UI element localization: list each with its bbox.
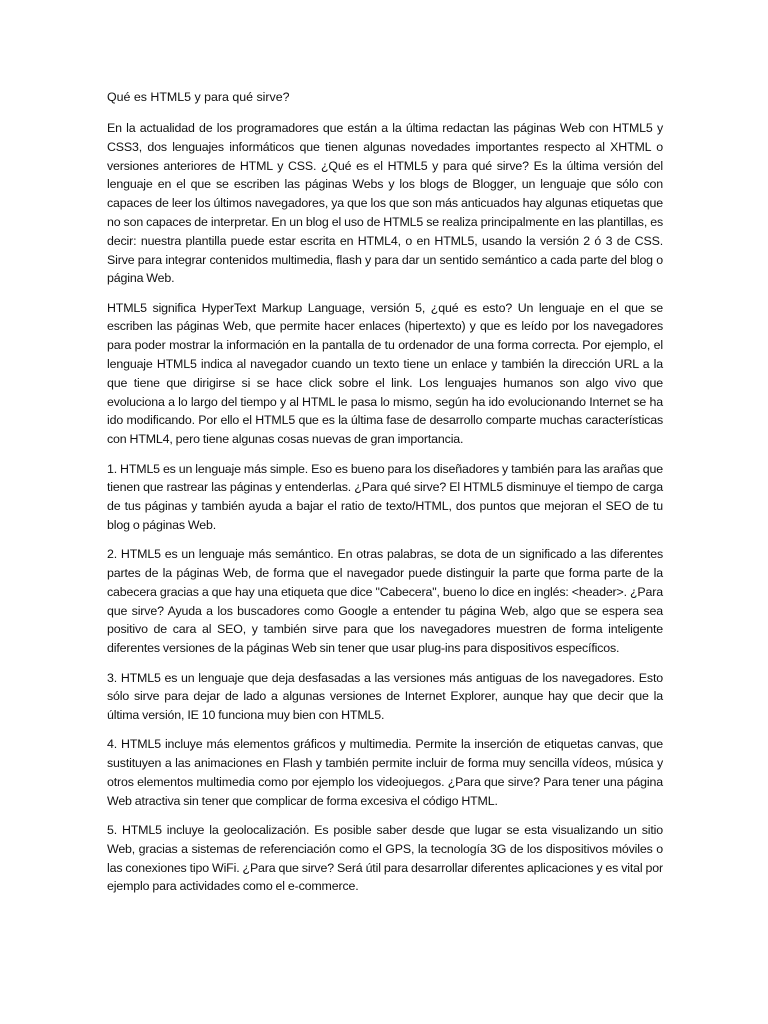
paragraph-html5-meaning: HTML5 significa HyperText Markup Language, versión 5, ¿qué es esto? Un lenguaje en el que se escriben las páginas Web, que permite hacer enlaces (hipertexto) y que es leído por los navegadores para poder mostrar la información en la pantalla de tu ordenador de una forma correcta. Por ejemplo, el lenguaje HTML5 indica al navegador cuando un texto tiene un enlace y también la dirección URL a la que tiene que dirigirse si se hace click sobre el link. Los lenguajes humanos son algo vivo que evoluciona a lo largo del tiempo y al HTML le pasa lo mismo, según ha ido evolucionando Internet se ha ido modificando. Por ello el HTML5 que es la última fase de desarrollo comparte muchas características con HTML4, pero tiene algunas cosas nuevas de gran importancia. xyxy=(107,300,663,447)
paragraph-point-4: 4. HTML5 incluye más elementos gráficos y multimedia. Permite la inserción de etiquetas canvas, que sustituyen a las animaciones en Flash y también permite incluir de forma muy sencilla vídeos, música y otros elementos multimedia como por ejemplo los videojuegos. ¿Para que sirve? Para tener una página Web atractiva sin tener que complicar de forma excesiva el código HTML. xyxy=(107,737,663,808)
document-title: Qué es HTML5 y para qué sirve? xyxy=(107,90,290,104)
paragraph-point-1: 1. HTML5 es un lenguaje más simple. Eso es bueno para los diseñadores y también para las arañas que tienen que rastrear las páginas y entenderlas. ¿Para qué sirve? El HTML5 disminuye el tiempo de carga de tus páginas y también ayuda a bajar el ratio de texto/HTML, dos puntos que mejoran el SEO de tu blog o páginas Web. xyxy=(107,461,663,532)
paragraph-point-5: 5. HTML5 incluye la geolocalización. Es posible saber desde que lugar se esta visualizando un sitio Web, gracias a sistemas de referenciación como el GPS, la tecnología 3G de los dispositivos móviles o las conexiones tipo WiFi. ¿Para que sirve? Será útil para desarrollar diferentes aplicaciones y es vital por ejemplo para actividades como el e-commerce. xyxy=(107,823,663,894)
paragraph-point-3: 3. HTML5 es un lenguaje que deja desfasadas a las versiones más antiguas de los navegadores. Esto sólo sirve para dejar de lado a algunas versiones de Internet Explorer, aunque hay que decir que la última versión, IE 10 funciona muy bien con HTML5. xyxy=(107,670,663,723)
paragraph-intro: En la actualidad de los programadores que están a la última redactan las páginas Web con HTML5 y CSS3, dos lenguajes informáticos que tienen algunas novedades importantes respecto al XHTML o versiones anteriores de HTML y CSS. ¿Qué es el HTML5 y para qué sirve? Es la última versión del lenguaje en el que se escriben las páginas Webs y los blogs de Blogger, un lenguaje que sólo con capaces de leer los últimos navegadores, ya que los que son más anticuados hay algunas etiquetas que no son capaces de interpretar. En un blog el uso de HTML5 se realiza principalmente en las plantillas, es decir: nuestra plantilla puede estar escrita en HTML4, o en HTML5, usando la versión 2 ó 3 de CSS. Sirve para integrar contenidos multimedia, flash y para dar un sentido semántico a cada parte del blog o página Web. xyxy=(107,121,663,286)
paragraph-point-2: 2. HTML5 es un lenguaje más semántico. En otras palabras, se dota de un significado a las diferentes partes de la páginas Web, de forma que el navegador puede distinguir la parte que forma parte de la cabecera gracias a que hay una etiqueta que dice "Cabecera", bueno lo dice en inglés: <header>. ¿Para que sirve? Ayuda a los buscadores como Google a entender tu página Web, algo que se espera sea positivo de cara al SEO, y también sirve para que los navegadores muestren de forma inteligente diferentes versiones de la páginas Web sin tener que usar plug-ins para dispositivos específicos. xyxy=(107,547,663,656)
